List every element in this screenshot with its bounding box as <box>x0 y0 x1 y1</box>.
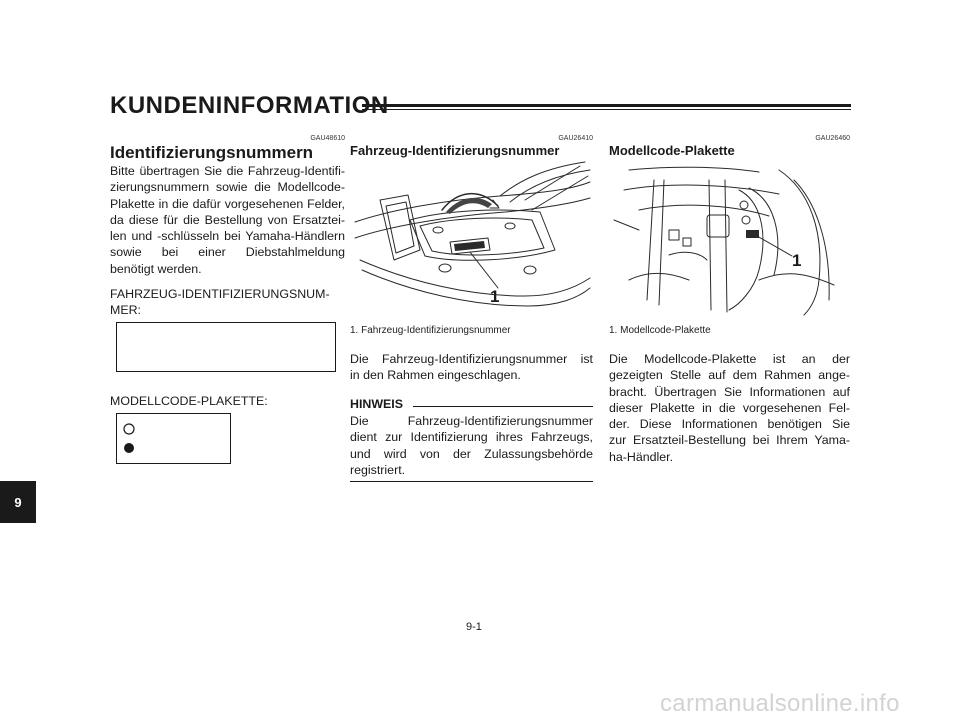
filled-circle-icon <box>124 443 134 453</box>
text-line: len und -schlüsseln bei Yamaha-Händlern <box>110 229 345 244</box>
chapter-tab <box>0 481 36 523</box>
note-bottom-rule <box>350 481 593 482</box>
watermark: carmanualsonline.info <box>660 690 900 717</box>
vin-paragraph <box>350 351 593 384</box>
frame-illustration <box>350 160 593 320</box>
chapter-tab-label: 9 <box>14 494 22 510</box>
callout-number: 1 <box>490 287 500 306</box>
text-line: benötigt werden. <box>110 261 202 276</box>
section-code: GAU26410 <box>558 135 593 142</box>
text-line: sowie bei einer Diebstahlmeldung <box>110 245 345 260</box>
section-code: GAU26460 <box>815 135 850 142</box>
text-line: und wird von der Zulassungsbehörde <box>350 446 593 461</box>
text-line: Plakette in die dafür vorgesehenen Felder, <box>110 196 345 211</box>
text-line: Bitte übertragen Sie die Fahrzeug-Identifi- <box>110 164 345 178</box>
note-top-rule <box>413 406 593 407</box>
plate-label: MODELLCODE-PLAKETTE: <box>110 394 268 408</box>
vin-entry-box[interactable] <box>116 322 336 372</box>
text-line: registriert. <box>350 462 406 477</box>
text-line: bracht. Übertragen Sie Informationen auf <box>609 384 850 399</box>
text-line: Die Fahrzeug-Identifizierungsnummer ist <box>350 352 593 366</box>
text-line: in den Rahmen eingeschlagen. <box>350 368 521 383</box>
plate-entry-box[interactable] <box>116 413 231 464</box>
plate-markers <box>117 414 230 463</box>
page-title: KUNDENINFORMATION <box>110 92 389 119</box>
figure-caption: 1. Modellcode-Plakette <box>609 325 711 336</box>
section-title: Identifizierungsnummern <box>110 143 314 162</box>
page-number: 9-1 <box>466 621 482 633</box>
note-body <box>350 413 593 478</box>
text-line: Die Modellcode-Plakette ist an der <box>609 352 850 366</box>
plate-paragraph <box>609 351 850 465</box>
text-line: gezeigten Stelle auf dem Rahmen ange- <box>609 368 850 383</box>
section-title: Modellcode-Plakette <box>609 143 735 158</box>
text-line: dient zur Identifizierung ihres Fahrzeugs, <box>350 430 593 445</box>
text-line: ha-Händler. <box>609 449 674 464</box>
section-title: Fahrzeug-Identifizierungsnummer <box>350 143 560 158</box>
section-code: GAU48610 <box>310 135 345 142</box>
open-circle-icon <box>124 424 134 434</box>
callout-number: 1 <box>792 251 802 270</box>
text-line: zierungsnummern sowie die Modellcode- <box>110 180 345 195</box>
text-line: zur Ersatzteil-Bestellung bei Ihrem Yama- <box>609 433 850 448</box>
text-line: dieser Plakette in die vorgesehenen Fel- <box>609 400 850 415</box>
text-line: da diese für die Bestellung von Ersatztei- <box>110 212 345 227</box>
vin-label: FAHRZEUG-IDENTIFIZIERUNGSNUM- MER: <box>110 287 330 318</box>
plate-location-illustration <box>609 160 850 320</box>
intro-paragraph <box>110 163 345 277</box>
header-rule <box>362 104 851 110</box>
text-line: Die Fahrzeug-Identifizierungsnummer <box>350 414 593 428</box>
note-label: HINWEIS <box>350 397 404 411</box>
text-line: der. Diese Informationen benötigen Sie <box>609 417 850 432</box>
figure-caption: 1. Fahrzeug-Identifizierungsnummer <box>350 325 511 336</box>
